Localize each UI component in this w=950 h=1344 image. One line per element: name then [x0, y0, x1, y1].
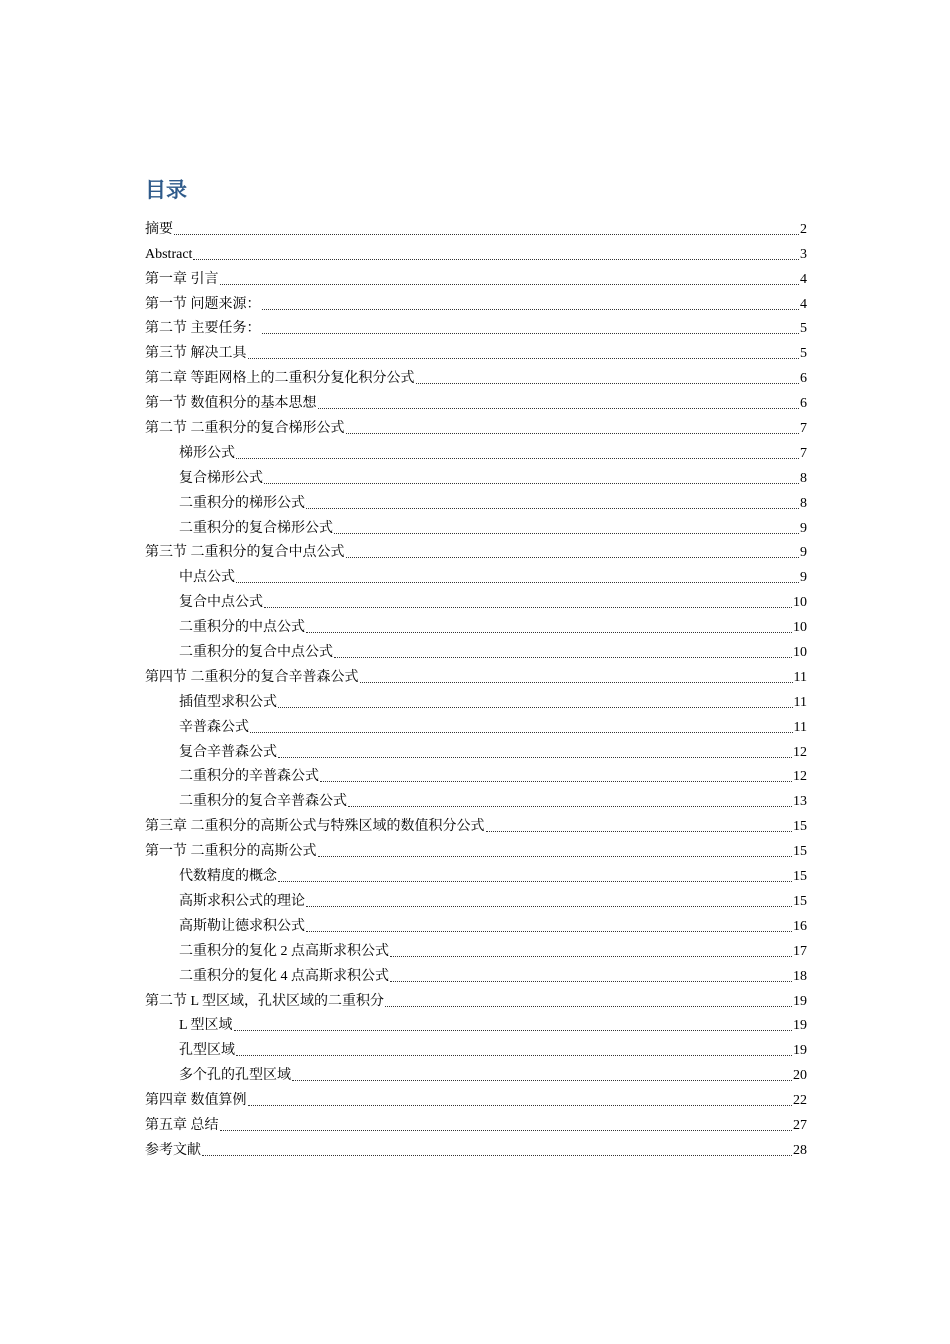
toc-entry[interactable]	[145, 939, 807, 964]
toc-entry-page: 9	[800, 520, 807, 536]
toc-dot-leader	[346, 432, 800, 434]
toc-dot-leader	[278, 880, 792, 882]
toc-entry[interactable]	[145, 217, 807, 242]
toc-dot-leader	[320, 780, 792, 782]
toc-entry-page: 3	[800, 246, 807, 262]
toc-entry-page: 7	[800, 445, 807, 461]
toc-list	[145, 217, 807, 1163]
toc-dot-leader	[334, 532, 799, 534]
toc-dot-leader	[348, 805, 792, 807]
toc-entry[interactable]	[145, 1038, 807, 1063]
toc-dot-leader	[202, 1154, 792, 1156]
toc-dot-leader	[262, 332, 800, 334]
toc-entry-text: 第一节 二重积分的高斯公式	[145, 844, 317, 860]
toc-entry-page: 10	[793, 595, 807, 611]
toc-entry-page: 15	[793, 869, 807, 885]
toc-entry[interactable]	[145, 341, 807, 366]
toc-dot-leader	[248, 357, 800, 359]
toc-entry-page: 4	[800, 296, 807, 312]
toc-dot-leader	[236, 1054, 792, 1056]
toc-entry-text: 中点公式	[179, 570, 235, 586]
toc-entry-page: 15	[793, 844, 807, 860]
toc-dot-leader	[278, 756, 792, 758]
toc-entry[interactable]	[145, 391, 807, 416]
toc-entry-text: 第三节 二重积分的复合中点公式	[145, 545, 345, 561]
toc-entry-text: 第四章 数值算例	[145, 1093, 247, 1109]
toc-dot-leader	[250, 731, 793, 733]
toc-entry[interactable]	[145, 1014, 807, 1039]
toc-entry[interactable]	[145, 914, 807, 939]
toc-dot-leader	[306, 930, 792, 932]
toc-entry[interactable]	[145, 740, 807, 765]
toc-entry-text: 第三章 二重积分的高斯公式与特殊区域的数值积分公式	[145, 819, 485, 835]
toc-entry[interactable]	[145, 640, 807, 665]
toc-entry-text: 摘要	[145, 221, 173, 237]
toc-entry[interactable]	[145, 590, 807, 615]
toc-entry-text: 复合辛普森公式	[179, 744, 277, 760]
toc-entry[interactable]	[145, 1113, 807, 1138]
toc-entry-page: 13	[793, 794, 807, 810]
toc-dot-leader	[248, 1104, 793, 1106]
toc-entry-text: 高斯求积公式的理论	[179, 893, 305, 909]
toc-entry[interactable]	[145, 317, 807, 342]
toc-dot-leader	[318, 407, 800, 409]
toc-entry[interactable]	[145, 292, 807, 317]
toc-entry-page: 6	[800, 396, 807, 412]
toc-entry[interactable]	[145, 416, 807, 441]
toc-entry[interactable]	[145, 366, 807, 391]
toc-entry[interactable]	[145, 267, 807, 292]
toc-entry-page: 8	[800, 495, 807, 511]
toc-entry-page: 22	[793, 1093, 807, 1109]
toc-entry-page: 18	[793, 968, 807, 984]
toc-entry-page: 19	[793, 1018, 807, 1034]
toc-entry-text: 第四节 二重积分的复合辛普森公式	[145, 669, 359, 685]
toc-entry-text: 二重积分的复合梯形公式	[179, 520, 333, 536]
toc-entry[interactable]	[145, 989, 807, 1014]
toc-dot-leader	[234, 1029, 792, 1031]
toc-entry-page: 17	[793, 943, 807, 959]
toc-entry-text: Abstract	[145, 246, 193, 262]
toc-entry[interactable]	[145, 565, 807, 590]
toc-entry-page: 11	[793, 719, 807, 735]
toc-entry-page: 4	[800, 271, 807, 287]
toc-dot-leader	[306, 507, 799, 509]
toc-entry[interactable]	[145, 964, 807, 989]
toc-entry-text: 第二节 L 型区域，孔状区域的二重积分	[145, 993, 385, 1009]
toc-entry-page: 8	[800, 470, 807, 486]
toc-dot-leader	[220, 283, 800, 285]
toc-entry-text: 二重积分的辛普森公式	[179, 769, 319, 785]
toc-entry-text: 二重积分的复合中点公式	[179, 645, 333, 661]
toc-entry[interactable]	[145, 541, 807, 566]
toc-entry[interactable]	[145, 864, 807, 889]
toc-entry[interactable]	[145, 491, 807, 516]
toc-entry-page: 9	[800, 570, 807, 586]
toc-entry-text: 二重积分的复合辛普森公式	[179, 794, 347, 810]
toc-entry-page: 6	[800, 371, 807, 387]
toc-entry[interactable]	[145, 690, 807, 715]
toc-dot-leader	[174, 233, 799, 235]
toc-dot-leader	[318, 855, 793, 857]
toc-entry-page: 9	[800, 545, 807, 561]
toc-entry[interactable]	[145, 889, 807, 914]
toc-entry-text: 参考文献	[145, 1142, 201, 1158]
toc-entry[interactable]	[145, 715, 807, 740]
toc-entry-page: 15	[793, 893, 807, 909]
toc-dot-leader	[306, 631, 792, 633]
toc-entry[interactable]	[145, 242, 807, 267]
toc-dot-leader	[346, 556, 800, 558]
toc-entry-page: 28	[793, 1142, 807, 1158]
toc-dot-leader	[416, 382, 800, 384]
toc-entry-text: 插值型求积公式	[179, 694, 277, 710]
toc-entry-page: 10	[793, 620, 807, 636]
toc-entry-text: 多个孔的孔型区域	[179, 1068, 291, 1084]
toc-entry-page: 20	[793, 1068, 807, 1084]
toc-entry-text: 二重积分的中点公式	[179, 620, 305, 636]
toc-entry-text: 二重积分的梯形公式	[179, 495, 305, 511]
toc-entry-text: 第三节 解决工具	[145, 346, 247, 362]
toc-entry[interactable]	[145, 1063, 807, 1088]
toc-dot-leader	[360, 681, 793, 683]
toc-entry-text: 第一节 问题来源：	[145, 296, 261, 312]
toc-entry-text: 孔型区域	[179, 1043, 235, 1059]
toc-entry-page: 16	[793, 918, 807, 934]
toc-dot-leader	[486, 830, 793, 832]
toc-dot-leader	[193, 258, 799, 260]
toc-entry-page: 5	[800, 321, 807, 337]
toc-entry-page: 15	[793, 819, 807, 835]
toc-entry-text: 代数精度的概念	[179, 869, 277, 885]
toc-entry-text: 第一章 引言	[145, 271, 219, 287]
toc-entry-page: 11	[793, 694, 807, 710]
toc-entry-text: 第一节 数值积分的基本思想	[145, 396, 317, 412]
toc-title: 目录	[145, 178, 187, 202]
toc-entry-text: 梯形公式	[179, 445, 235, 461]
toc-dot-leader	[236, 457, 799, 459]
toc-entry-text: L 型区域	[179, 1018, 233, 1034]
toc-entry-page: 5	[800, 346, 807, 362]
toc-entry-text: 复合梯形公式	[179, 470, 263, 486]
toc-entry-page: 19	[793, 1043, 807, 1059]
toc-entry[interactable]	[145, 1138, 807, 1163]
toc-dot-leader	[390, 980, 792, 982]
toc-entry-page: 11	[793, 669, 807, 685]
toc-entry-text: 第五章 总结	[145, 1117, 219, 1133]
toc-entry-page: 12	[793, 744, 807, 760]
toc-entry[interactable]	[145, 615, 807, 640]
toc-entry[interactable]	[145, 1088, 807, 1113]
toc-entry[interactable]	[145, 765, 807, 790]
toc-entry[interactable]	[145, 814, 807, 839]
toc-entry-text: 高斯勒让德求积公式	[179, 918, 305, 934]
toc-dot-leader	[385, 1005, 792, 1007]
toc-entry-page: 2	[800, 221, 807, 237]
toc-entry[interactable]	[145, 665, 807, 690]
toc-entry[interactable]	[145, 516, 807, 541]
toc-entry-text: 二重积分的复化 2 点高斯求积公式	[179, 943, 389, 959]
toc-dot-leader	[236, 581, 799, 583]
toc-entry[interactable]	[145, 441, 807, 466]
toc-dot-leader	[220, 1129, 793, 1131]
toc-entry-text: 第二节 二重积分的复合梯形公式	[145, 421, 345, 437]
toc-dot-leader	[278, 706, 793, 708]
toc-entry-text: 辛普森公式	[179, 719, 249, 735]
toc-entry-page: 10	[793, 645, 807, 661]
toc-dot-leader	[264, 606, 792, 608]
toc-dot-leader	[334, 656, 792, 658]
toc-entry-text: 复合中点公式	[179, 595, 263, 611]
toc-entry[interactable]	[145, 466, 807, 491]
toc-dot-leader	[390, 955, 792, 957]
toc-dot-leader	[292, 1079, 792, 1081]
toc-dot-leader	[262, 308, 800, 310]
toc-entry-page: 27	[793, 1117, 807, 1133]
toc-entry-page: 19	[793, 993, 807, 1009]
toc-entry-page: 12	[793, 769, 807, 785]
toc-entry[interactable]	[145, 789, 807, 814]
toc-entry-text: 第二节 主要任务：	[145, 321, 261, 337]
toc-entry-page: 7	[800, 421, 807, 437]
toc-dot-leader	[306, 905, 792, 907]
toc-entry-text: 二重积分的复化 4 点高斯求积公式	[179, 968, 389, 984]
toc-entry-text: 第二章 等距网格上的二重积分复化积分公式	[145, 371, 415, 387]
toc-entry[interactable]	[145, 839, 807, 864]
toc-dot-leader	[264, 482, 799, 484]
